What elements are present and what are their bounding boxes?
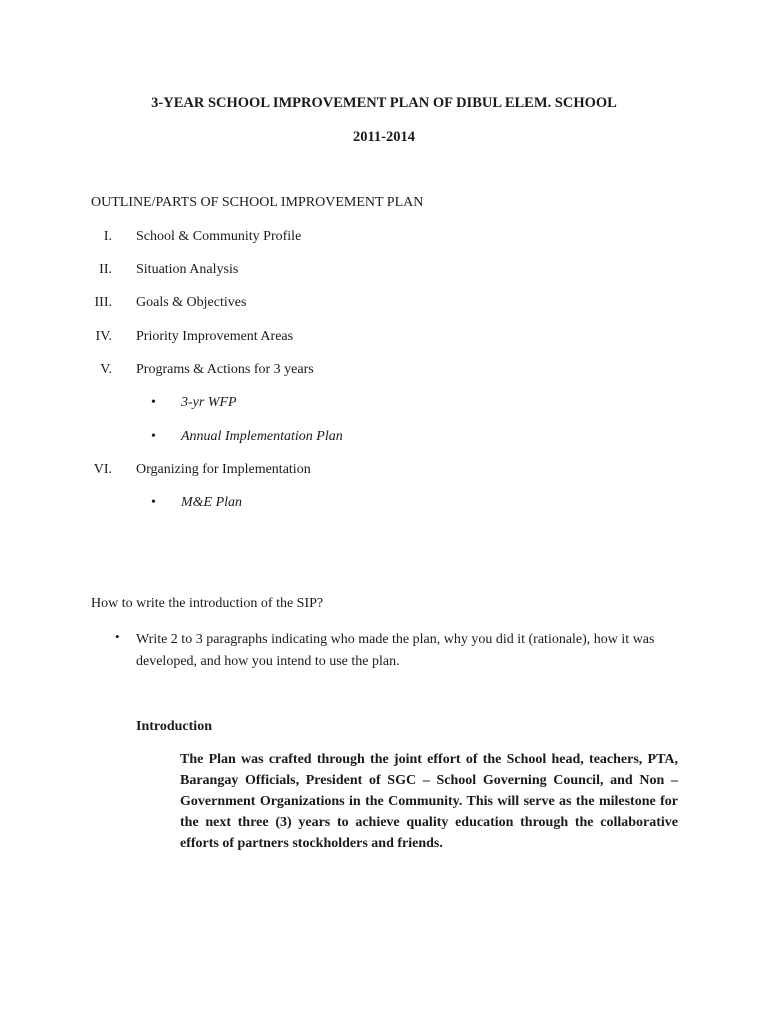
outline-item: Goals & Objectives [136, 295, 247, 310]
instruction-text: Write 2 to 3 paragraphs indicating who made the plan, why you did it (rationale), how it was developed, and how you intend to use the plan. [136, 632, 655, 669]
intro-heading: Introduction [136, 719, 212, 734]
sub-bullet-item: Annual Implementation Plan [181, 429, 343, 444]
outline-item: Situation Analysis [136, 262, 239, 277]
sub-bullet-item: 3-yr WFP [181, 395, 237, 410]
outline-item: Organizing for Implementation [136, 462, 311, 477]
bullet-icon: • [115, 629, 120, 644]
bullet-icon: • [151, 395, 156, 410]
question-text: How to write the introduction of the SIP? [91, 596, 324, 611]
outline-item: Priority Improvement Areas [136, 329, 294, 344]
outline-numeral: IV. [95, 329, 112, 344]
document-title: 3-YEAR SCHOOL IMPROVEMENT PLAN OF DIBUL ELEM. SCHOOL [151, 95, 617, 111]
bullet-icon: • [151, 495, 156, 510]
outline-item: Programs & Actions for 3 years [136, 362, 314, 377]
outline-item: School & Community Profile [136, 229, 302, 244]
sub-bullet-item: M&E Plan [181, 495, 243, 510]
outline-numeral: I. [103, 229, 112, 244]
outline-numeral: III. [94, 295, 112, 310]
outline-numeral: II. [99, 262, 112, 277]
outline-numeral: V. [100, 362, 112, 377]
document-years: 2011-2014 [352, 129, 416, 145]
outline-numeral: VI. [93, 462, 112, 477]
outline-heading: OUTLINE/PARTS OF SCHOOL IMPROVEMENT PLAN [91, 195, 424, 210]
bullet-icon: • [151, 429, 156, 444]
intro-paragraph: The Plan was crafted through the joint effort of the School head, teachers, PTA, Barangay Officials, President of SGC – School Governing Council, and Non – Government Organizations in the Community. This will serve as the milestone for the next three (3) years to achieve quality education through the collaborative efforts of partners stockholders and friends. [180, 752, 678, 851]
